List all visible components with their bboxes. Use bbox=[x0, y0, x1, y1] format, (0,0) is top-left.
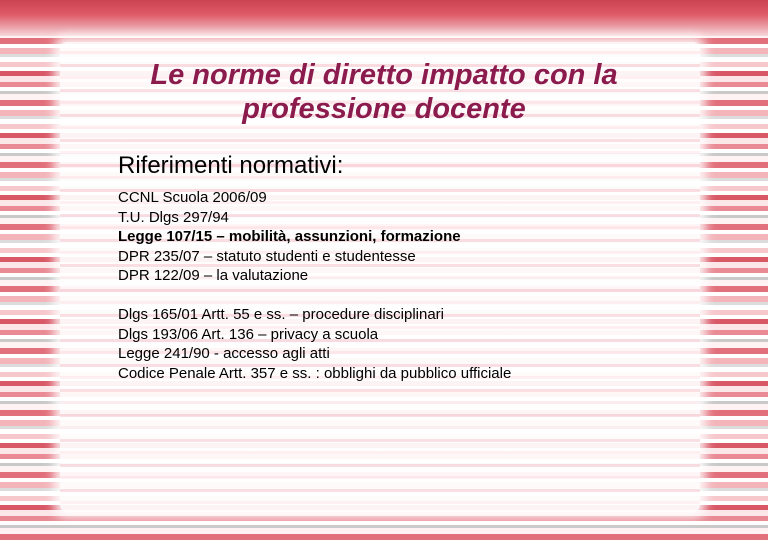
reference-item: Legge 241/90 - accesso agli atti bbox=[118, 345, 330, 362]
slide-body bbox=[118, 152, 678, 383]
reference-item: Dlgs 193/06 Art. 136 – privacy a scuola bbox=[118, 325, 379, 343]
references-list-secondary bbox=[118, 305, 678, 383]
reference-item: T.U. Dlgs 297/94 bbox=[118, 208, 229, 226]
references-list-primary bbox=[118, 188, 678, 286]
reference-item: CCNL Scuola 2006/09 bbox=[118, 189, 267, 206]
slide-title-line-1: Le norme di diretto impatto con la bbox=[150, 59, 618, 91]
reference-item: Codice Penale Artt. 357 e ss. : obblighi da pubblico ufficiale bbox=[118, 364, 512, 382]
reference-item: Dlgs 165/01 Artt. 55 e ss. – procedure disciplinari bbox=[118, 306, 445, 323]
reference-item: DPR 122/09 – la valutazione bbox=[118, 267, 309, 284]
reference-item: DPR 235/07 – statuto studenti e studentesse bbox=[118, 247, 416, 265]
references-heading: Riferimenti normativi: bbox=[118, 152, 344, 179]
slide-title-line-2: professione docente bbox=[242, 93, 526, 125]
header-band bbox=[0, 0, 768, 36]
slide-title bbox=[0, 58, 768, 126]
reference-item: Legge 107/15 – mobilità, assunzioni, formazione bbox=[118, 228, 461, 245]
